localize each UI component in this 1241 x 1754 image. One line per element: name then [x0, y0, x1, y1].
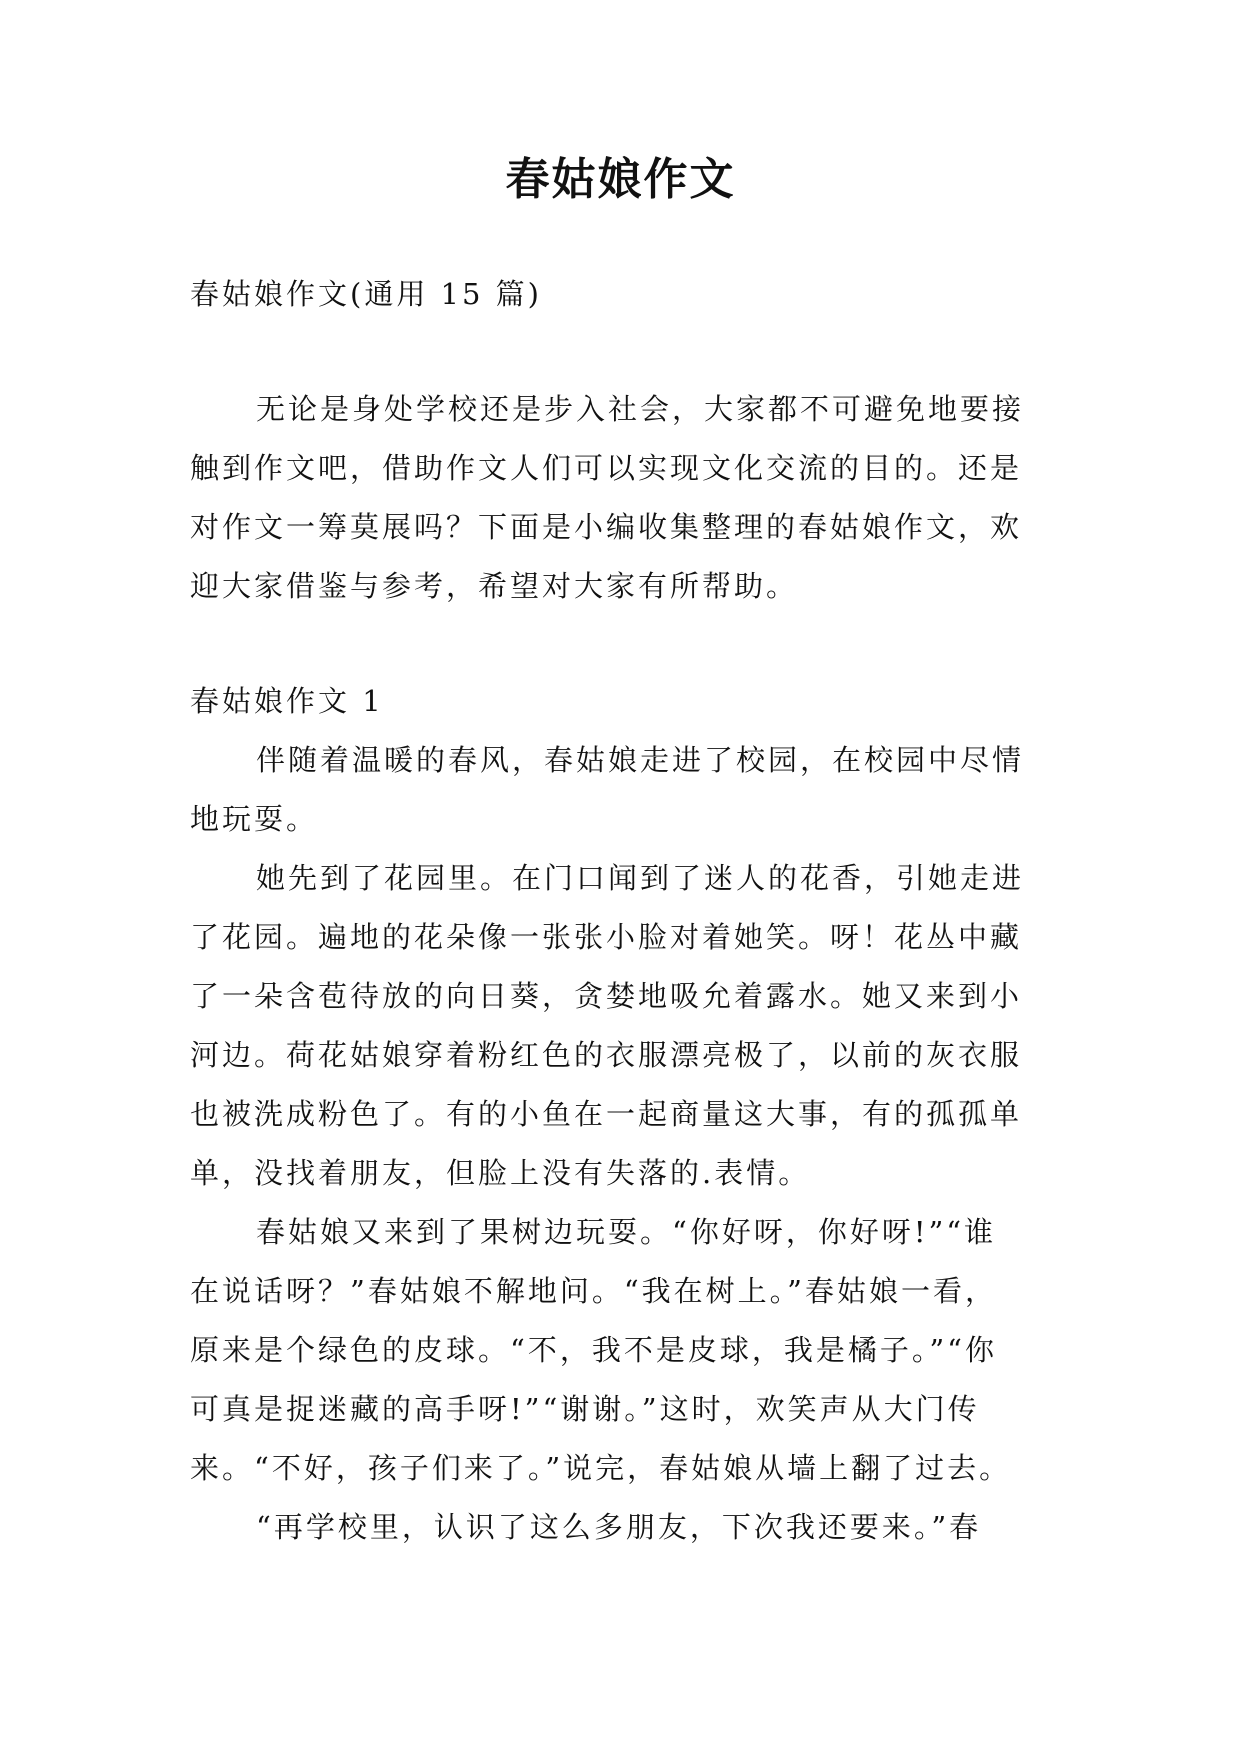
paragraph-line: 单，没找着朋友，但脸上没有失落的.表情。 [190, 1156, 811, 1190]
paragraph-line: 可真是捉迷藏的高手呀!”“谢谢。”这时，欢笑声从大门传 [190, 1392, 980, 1426]
paragraph-1 [190, 731, 1050, 849]
paragraph-line: 也被洗成粉色了。有的小鱼在一起商量这大事，有的孤孤单 [190, 1097, 1023, 1131]
intro-line: 迎大家借鉴与参考，希望对大家有所帮助。 [190, 569, 799, 603]
paragraph-line: 地玩耍。 [190, 802, 319, 836]
paragraph-3 [190, 1203, 1050, 1498]
intro-line: 对作文一筹莫展吗？下面是小编收集整理的春姑娘作文，欢 [190, 510, 1023, 544]
document-subtitle: 春姑娘作文(通用 15 篇) [190, 277, 542, 311]
paragraph-line: 河边。荷花姑娘穿着粉红色的衣服漂亮极了，以前的灰衣服 [190, 1038, 1023, 1072]
section-heading: 春姑娘作文 1 [190, 684, 384, 718]
spacer [190, 616, 1050, 672]
paragraph-2 [190, 849, 1050, 1203]
document-body [190, 265, 1050, 1557]
paragraph-line: 来。“不好，孩子们来了。”说完，春姑娘从墙上翻了过去。 [190, 1451, 1012, 1485]
paragraph-line: 了花园。遍地的花朵像一张张小脸对着她笑。呀！花丛中藏 [190, 920, 1023, 954]
paragraph-line: 在说话呀？”春姑娘不解地问。“我在树上。”春姑娘一看， [190, 1274, 997, 1308]
paragraph-line: 了一朵含苞待放的向日葵，贪婪地吸允着露水。她又来到小 [190, 979, 1023, 1013]
paragraph-4 [190, 1498, 1050, 1557]
intro-line: 触到作文吧，借助作文人们可以实现文化交流的目的。还是 [190, 451, 1023, 485]
paragraph-line: “再学校里，认识了这么多朋友，下次我还要来。”春 [256, 1510, 982, 1544]
intro-paragraph [190, 380, 1050, 616]
intro-line: 无论是身处学校还是步入社会，大家都不可避免地要接 [256, 392, 1025, 426]
document-title: 春姑娘作文 [505, 154, 736, 205]
paragraph-line: 原来是个绿色的皮球。“不，我不是皮球，我是橘子。”“你 [190, 1333, 997, 1367]
paragraph-line: 春姑娘又来到了果树边玩耍。“你好呀，你好呀!”“谁 [256, 1215, 997, 1249]
spacer [190, 324, 1050, 380]
paragraph-line: 伴随着温暖的春风，春姑娘走进了校园，在校园中尽情 [256, 743, 1025, 777]
paragraph-line: 她先到了花园里。在门口闻到了迷人的花香，引她走进 [256, 861, 1025, 895]
